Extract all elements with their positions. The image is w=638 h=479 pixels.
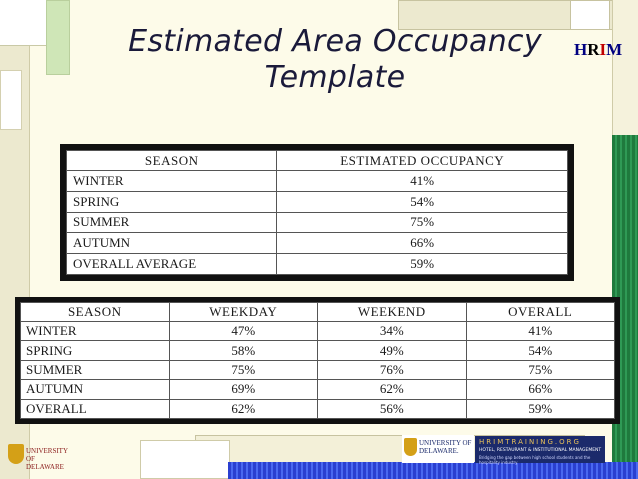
shield-icon (8, 444, 24, 464)
season-cell: SPRING (21, 341, 170, 360)
occupancy-summary-table (66, 150, 568, 275)
table-row (21, 322, 615, 341)
overall-cell: 54% (466, 341, 615, 360)
hrim-logo-i: I (599, 40, 607, 59)
season-cell: OVERALL AVERAGE (67, 254, 277, 275)
occupancy-summary-table-frame (60, 144, 574, 281)
table-row (21, 360, 615, 379)
weekend-cell: 76% (318, 360, 467, 379)
overall-cell: 41% (466, 322, 615, 341)
table-row (67, 254, 568, 275)
banner-subtitle: HOTEL, RESTAURANT & INSTITUTIONAL MANAGEMENT (479, 448, 602, 453)
hrim-logo-r: R (587, 40, 600, 59)
occupancy-cell: 41% (277, 171, 568, 192)
left-white-decor-box (0, 70, 22, 130)
column-header-overall: OVERALL (466, 303, 615, 322)
occupancy-cell: 59% (277, 254, 568, 275)
occupancy-cell: 54% (277, 191, 568, 212)
right-decor-column (612, 0, 638, 135)
logo-text-line1: UNIVERSITY OF (26, 447, 68, 463)
hrim-logo-m: M (606, 40, 623, 59)
university-of-delaware-logo-small (8, 444, 68, 471)
column-header-season: SEASON (21, 303, 170, 322)
season-cell: OVERALL (21, 399, 170, 418)
slide-title (100, 24, 570, 96)
table-header-row (21, 303, 615, 322)
table-row (21, 399, 615, 418)
hrim-logo-h: H (574, 40, 588, 59)
table-row (21, 341, 615, 360)
slide-title-line1: Estimated Area Occupancy (128, 24, 542, 59)
banner-site-name: HRIMTRAINING.ORG (479, 438, 581, 446)
table-row (67, 191, 568, 212)
weekday-cell: 47% (169, 322, 318, 341)
weekend-cell: 62% (318, 380, 467, 399)
overall-cell: 59% (466, 399, 615, 418)
season-cell: AUTUMN (21, 380, 170, 399)
occupancy-cell: 66% (277, 233, 568, 254)
column-header-estimated-occupancy: ESTIMATED OCCUPANCY (277, 151, 568, 171)
table-row (67, 212, 568, 233)
weekday-cell: 69% (169, 380, 318, 399)
university-of-delaware-logo (402, 435, 474, 463)
weekday-cell: 58% (169, 341, 318, 360)
overall-cell: 66% (466, 380, 615, 399)
season-cell: WINTER (21, 322, 170, 341)
column-header-weekday: WEEKDAY (169, 303, 318, 322)
table-row (67, 171, 568, 192)
occupancy-detail-table-frame (15, 297, 620, 424)
hrim-logo (574, 40, 622, 60)
season-cell: AUTUMN (67, 233, 277, 254)
logo-text-line1: UNIVERSITY OF (419, 439, 472, 447)
column-header-season: SEASON (67, 151, 277, 171)
weekday-cell: 75% (169, 360, 318, 379)
hrimtraining-banner (475, 436, 605, 463)
table-row (21, 380, 615, 399)
logo-text-line2: DELAWARE (26, 463, 64, 471)
overall-cell: 75% (466, 360, 615, 379)
top-green-decor-box (46, 0, 70, 75)
column-header-weekend: WEEKEND (318, 303, 467, 322)
weekend-cell: 49% (318, 341, 467, 360)
banner-tagline: Bridging the gap between high school students and the hospitality industry (479, 455, 591, 465)
slide-title-line2: Template (264, 60, 406, 95)
occupancy-cell: 75% (277, 212, 568, 233)
top-right-white-decor-box (570, 0, 610, 30)
table-header-row (67, 151, 568, 171)
weekday-cell: 62% (169, 399, 318, 418)
weekend-cell: 56% (318, 399, 467, 418)
occupancy-detail-table (20, 302, 615, 419)
season-cell: SUMMER (21, 360, 170, 379)
season-cell: SPRING (67, 191, 277, 212)
season-cell: SUMMER (67, 212, 277, 233)
weekend-cell: 34% (318, 322, 467, 341)
shield-icon (404, 438, 417, 456)
logo-text-line2: DELAWARE. (419, 447, 459, 455)
table-row (67, 233, 568, 254)
season-cell: WINTER (67, 171, 277, 192)
bottom-white-decor-box (140, 440, 230, 479)
